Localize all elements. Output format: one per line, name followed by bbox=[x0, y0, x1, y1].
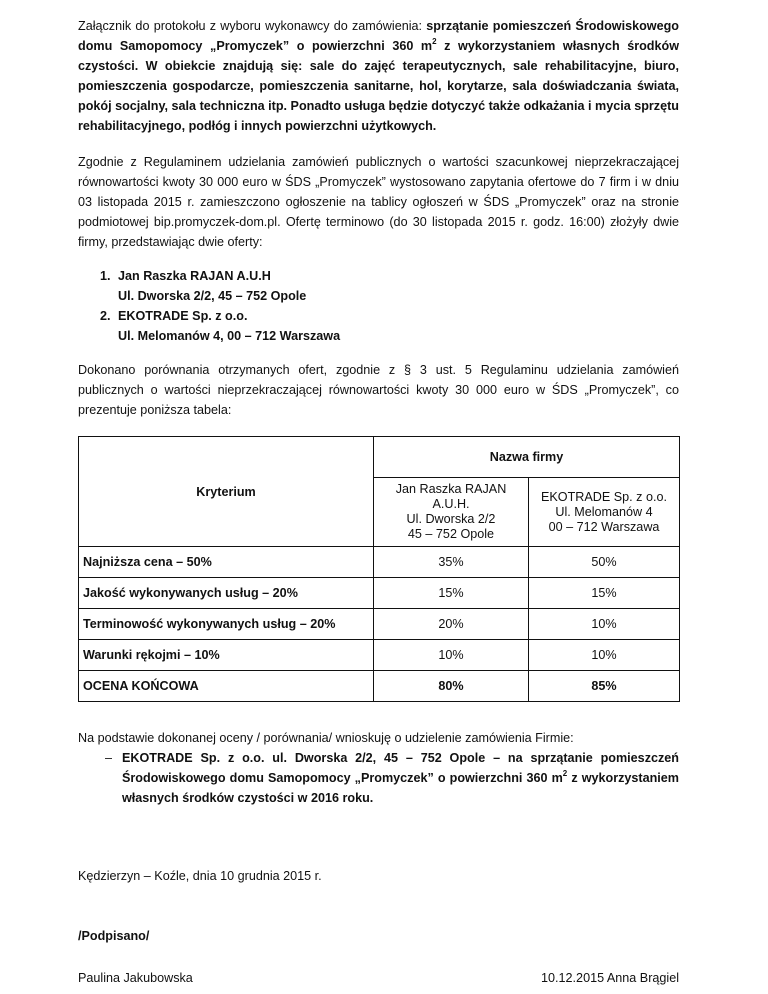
criterion-cell: Jakość wykonywanych usług – 20% bbox=[79, 578, 374, 609]
bidders-list bbox=[78, 266, 679, 346]
intro-paragraph bbox=[78, 16, 679, 136]
score-cell: 50% bbox=[529, 547, 680, 578]
winner-text-a: EKOTRADE Sp. z o.o. ul. Dworska 2/2, 45 – 752 Opole – na sprzątanie pomieszczeń Środowiskowego domu Samopomocy „Promyczek” o powierzchni 360 m bbox=[122, 751, 679, 785]
procedure-paragraph: Zgodnie z Regulaminem udzielania zamówień publicznych o wartości szacunkowej nieprzekraczającej równowartości kwoty 30 000 euro w ŚDS „Promyczek” wystosowano zapytania ofertowe do 7 firm i w dniu 03 listopada 2015 r. zamieszczono ogłoszenie na tablicy ogłoszeń w ŚDS „Promyczek” oraz na stronie podmiotowej bip.promyczek-dom.pl. Ofertę terminowo (do 30 listopada 2015 r. godz. 16:00) złożyły dwie firmy, przedstawiając dwie oferty: bbox=[78, 155, 679, 249]
score-cell: 85% bbox=[529, 671, 680, 702]
firm-name-header: Nazwa firmy bbox=[374, 437, 680, 478]
firm-b-line1: EKOTRADE Sp. z o.o. bbox=[541, 489, 667, 504]
table-row bbox=[79, 547, 680, 578]
firm-b-line3: 00 – 712 Warszawa bbox=[548, 519, 660, 534]
final-score-row bbox=[79, 671, 680, 702]
list-item bbox=[114, 306, 679, 346]
score-cell: 20% bbox=[374, 609, 529, 640]
intro-plain: Załącznik do protokołu z wyboru wykonawcy do zamówienia: bbox=[78, 19, 427, 33]
criterion-header: Kryterium bbox=[79, 437, 374, 547]
score-cell: 80% bbox=[374, 671, 529, 702]
criterion-cell: OCENA KOŃCOWA bbox=[79, 671, 374, 702]
score-cell: 10% bbox=[374, 640, 529, 671]
firm-a-header bbox=[374, 478, 529, 547]
table-row bbox=[79, 578, 680, 609]
bidder-address: Ul. Dworska 2/2, 45 – 752 Opole bbox=[118, 289, 307, 303]
intro-superscript: 2 bbox=[432, 37, 437, 46]
score-cell: 10% bbox=[529, 640, 680, 671]
firm-a-line3: 45 – 752 Opole bbox=[407, 527, 495, 541]
firm-a-line2: Ul. Dworska 2/2 bbox=[406, 512, 496, 526]
score-cell: 10% bbox=[529, 609, 680, 640]
signature-line bbox=[78, 968, 679, 988]
score-cell: 15% bbox=[374, 578, 529, 609]
firm-a-line1: Jan Raszka RAJAN A.U.H. bbox=[395, 482, 507, 511]
bidder-name: 1. Jan Raszka RAJAN A.U.H bbox=[118, 269, 271, 283]
score-cell: 35% bbox=[374, 547, 529, 578]
table-row bbox=[79, 640, 680, 671]
winner-superscript: 2 bbox=[562, 769, 568, 778]
comparison-table bbox=[78, 436, 680, 702]
criterion-cell: Terminowość wykonywanych usług – 20% bbox=[79, 609, 374, 640]
score-cell: 15% bbox=[529, 578, 680, 609]
place-date: Kędzierzyn – Koźle, dnia 10 grudnia 2015 r. bbox=[78, 869, 322, 883]
intro-bold-b: z wykorzystaniem własnych środków czystości. W obiekcie znajdują się: sale do zajęć terapeutycznych, sale rehabilitacyjne, biuro, pomieszczenia gospodarcze, pomieszczenia sanitarne, hol, korytarze, sala doświadczania świata, pokój socjalny, sala techniczna itp. Ponadto usługa będzie dotyczyć także odkażania i mycia sprzętu rehabilitacyjnego, podłóg i innych powierzchni użytkowych. bbox=[78, 39, 679, 133]
list-item bbox=[114, 266, 679, 306]
criterion-cell: Najniższa cena – 50% bbox=[79, 547, 374, 578]
firm-b-line2: Ul. Melomanów 4 bbox=[555, 504, 653, 519]
winner-statement bbox=[78, 748, 679, 808]
comparison-paragraph: Dokonano porównania otrzymanych ofert, zgodnie z § 3 ust. 5 Regulaminu udzielania zamówień publicznych o wartości nieprzekraczającej równowartości kwoty 30 000 euro w ŚDS „Promyczek”, co prezentuje poniższa tabela: bbox=[78, 363, 679, 417]
firm-b-header bbox=[529, 478, 680, 547]
bidder-address: Ul. Melomanów 4, 00 – 712 Warszawa bbox=[118, 329, 341, 343]
signature-left: Paulina Jakubowska bbox=[78, 971, 193, 985]
intro-bold-a: sprzątanie pomieszczeń Środowiskowego domu Samopomocy „Promyczek” o powierzchni 360 m bbox=[78, 19, 679, 53]
signed-label: /Podpisano/ bbox=[78, 929, 150, 943]
bidder-name: 2. EKOTRADE Sp. z o.o. bbox=[118, 309, 248, 323]
table-row bbox=[79, 609, 680, 640]
request-paragraph: Na podstawie dokonanej oceny / porównania/ wnioskuję o udzielenie zamówienia Firmie: bbox=[78, 731, 574, 745]
criterion-cell: Warunki rękojmi – 10% bbox=[79, 640, 374, 671]
winner-text-b: z wykorzystaniem własnych środków czystości w 2016 roku. bbox=[122, 771, 679, 805]
document-page bbox=[78, 16, 679, 988]
dash-bullet: – bbox=[105, 751, 113, 765]
signature-right: 10.12.2015 Anna Brągiel bbox=[541, 971, 679, 985]
